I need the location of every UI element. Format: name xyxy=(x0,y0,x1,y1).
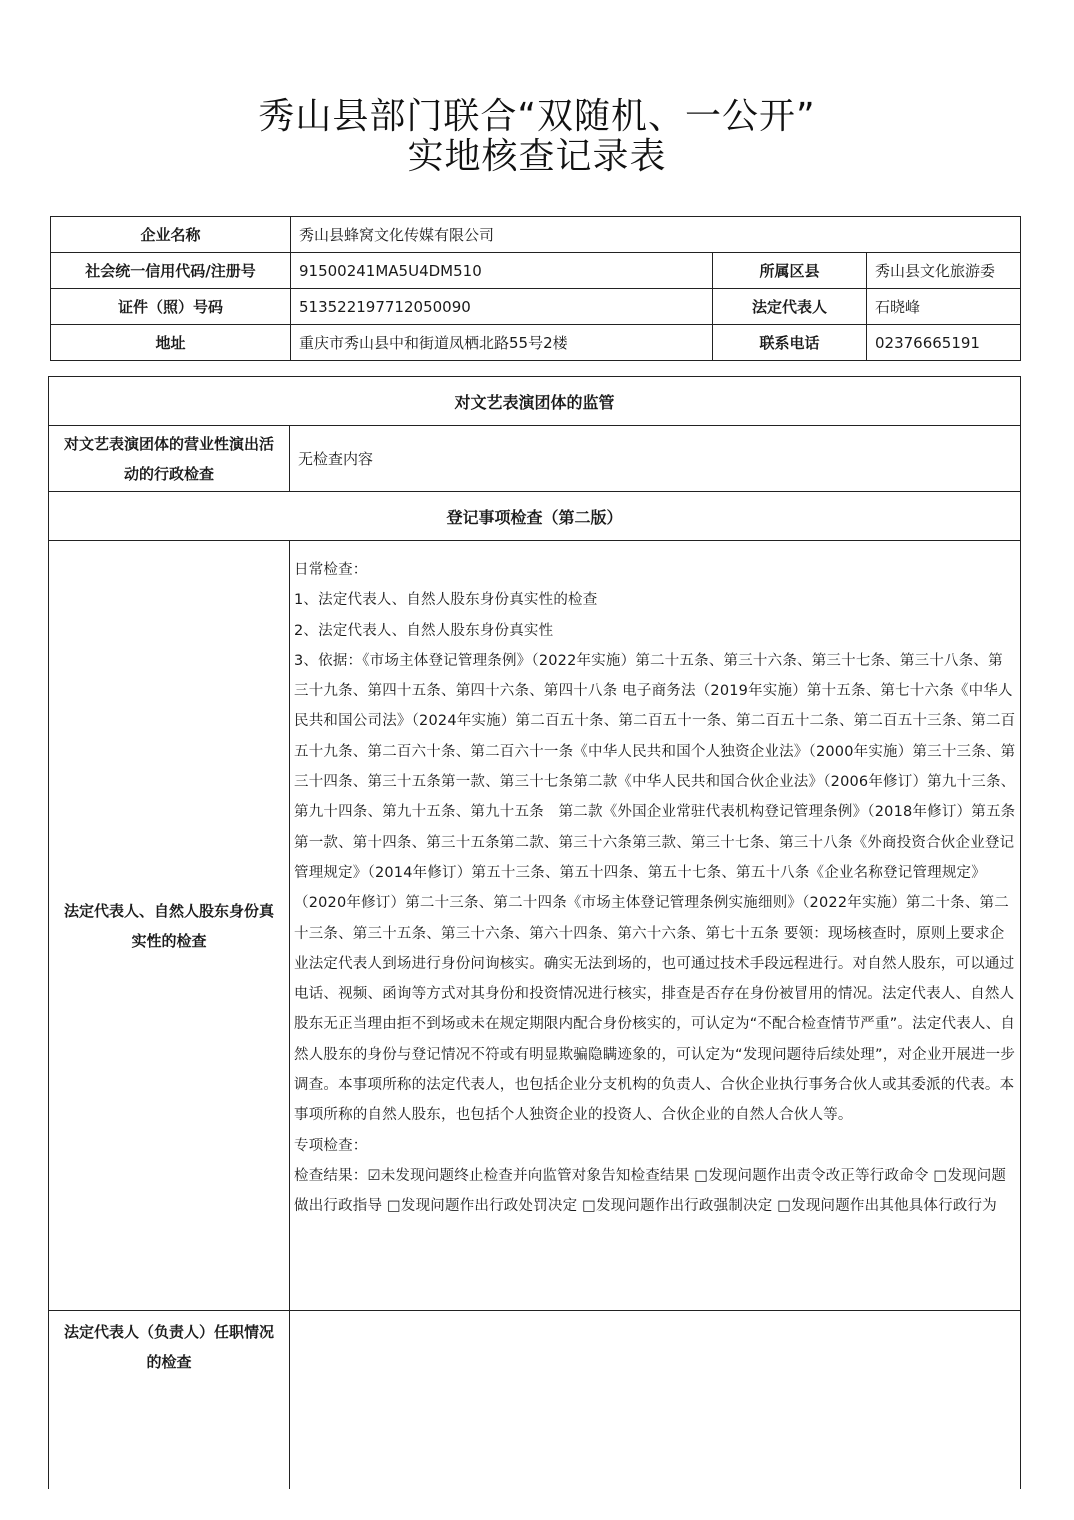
document-title-line2: 实地核查记录表 xyxy=(407,136,667,177)
table-row xyxy=(49,541,1021,1311)
table-row xyxy=(51,325,1021,361)
identity-check-label: 法定代表人、自然人股东身份真实性的检查 xyxy=(49,541,290,1311)
table-row xyxy=(49,1311,1021,1489)
certificate-value: 513522197712050090 xyxy=(291,289,713,325)
section-title-registration: 登记事项检查（第二版） xyxy=(49,492,1021,541)
appointment-check-value xyxy=(290,1311,1021,1489)
inspection-table xyxy=(48,376,1021,1489)
legal-basis-text: 3、依据：《市场主体登记管理条例》（2022年实施）第二十五条、第三十六条、第三十七条、第三十八条、第三十九条、第四十五条、第四十六条、第四十八条 电子商务法（2019年实施）第十五条、第七十六条《中华人民共和国公司法》（2024年实施）第二百五十条、第二百五十一条、第二百五十二条、第二百五十三条、第二百五十九条、第二百六十条、第二百六十一条《中华人民共和国个人独资企业法》（2000年实施）第三十三条、第三十四条、第三十五条第一款、第三十七条第二款《中华人民共和国合伙企业法》（2006年修订）第九十三条、第九十四条、第九十五条、第九十五条 第二款《外国企业常驻代表机构登记管理条例》（2018年修订）第五条第一款、第十四条、第三十五条第二款、第三十六条第三款、第三十七条、第三十八条《外商投资合伙企业登记管理规定》（2014年修订）第五十三条、第五十四条、第五十七条、第五十八条《企业名称登记管理规定》（2020年修订）第二十三条、第二十四条《市场主体登记管理条例实施细则》（2022年实施）第二十条、第二十三条、第三十五条、第三十六条、第六十四条、第六十六条、第七十五条 要领：现场核查时，原则上要求企业法定代表人到场进行身份问询核实。确实无法到场的，也可通过技术手段远程进行。对自然人股东，可以通过电话、视频、函询等方式对其身份和投资情况进行核实，排查是否存在身份被冒用的情况。法定代表人、自然人股东无正当理由拒不到场或未在规定期限内配合身份核实的，可认定为“不配合检查情节严重”。法定代表人、自然人股东的身份与登记情况不符或有明显欺骗隐瞒迹象的，可认定为“发现问题待后续处理”，对企业开展进一步调查。本事项所称的法定代表人，也包括企业分支机构的负责人、合伙企业执行事务合伙人或其委派的代表。本事项所称的自然人股东，也包括个人独资企业的投资人、合伙企业的自然人合伙人等。 xyxy=(294,652,1016,1124)
table-row xyxy=(51,289,1021,325)
phone-value: 02376665191 xyxy=(867,325,1021,361)
section-title-performing-arts: 对文艺表演团体的监管 xyxy=(49,377,1021,426)
district-label: 所属区县 xyxy=(713,253,867,289)
phone-label: 联系电话 xyxy=(713,325,867,361)
company-name-value: 秀山县蜂窝文化传媒有限公司 xyxy=(291,217,1021,253)
daily-check-heading: 日常检查： xyxy=(294,562,368,578)
table-row xyxy=(51,253,1021,289)
check-result-text: 检查结果：☑未发现问题终止检查并向监管对象告知检查结果 □发现问题作出责令改正等行政命令 □发现问题做出行政指导 □发现问题作出行政处罚决定 □发现问题作出行政强制决定 □发现问题作出其他具体行政行为 xyxy=(294,1167,1007,1215)
document-title-line1: 秀山县部门联合“双随机、一公开” xyxy=(258,96,816,137)
special-check-heading: 专项检查： xyxy=(294,1137,368,1154)
certificate-label: 证件（照）号码 xyxy=(51,289,291,325)
identity-check-content xyxy=(290,541,1021,1311)
company-name-label: 企业名称 xyxy=(51,217,291,253)
enterprise-info-table xyxy=(50,216,1021,361)
check-item-1: 1、法定代表人、自然人股东身份真实性的检查 xyxy=(294,592,598,609)
table-row xyxy=(51,217,1021,253)
section-header-row xyxy=(49,377,1021,426)
legal-rep-value: 石晓峰 xyxy=(867,289,1021,325)
performing-arts-inspection-label: 对文艺表演团体的营业性演出活动的行政检查 xyxy=(49,426,290,492)
section-header-row xyxy=(49,492,1021,541)
address-label: 地址 xyxy=(51,325,291,361)
check-item-2: 2、法定代表人、自然人股东身份真实性 xyxy=(294,622,554,639)
district-value: 秀山县文化旅游委 xyxy=(867,253,1021,289)
appointment-check-label: 法定代表人（负责人）任职情况的检查 xyxy=(49,1311,290,1489)
legal-rep-label: 法定代表人 xyxy=(713,289,867,325)
credit-code-value: 91500241MA5U4DM510 xyxy=(291,253,713,289)
address-value: 重庆市秀山县中和街道凤栖北路55号2楼 xyxy=(291,325,713,361)
performing-arts-inspection-value: 无检查内容 xyxy=(290,426,1021,492)
table-row xyxy=(49,426,1021,492)
credit-code-label: 社会统一信用代码/注册号 xyxy=(51,253,291,289)
